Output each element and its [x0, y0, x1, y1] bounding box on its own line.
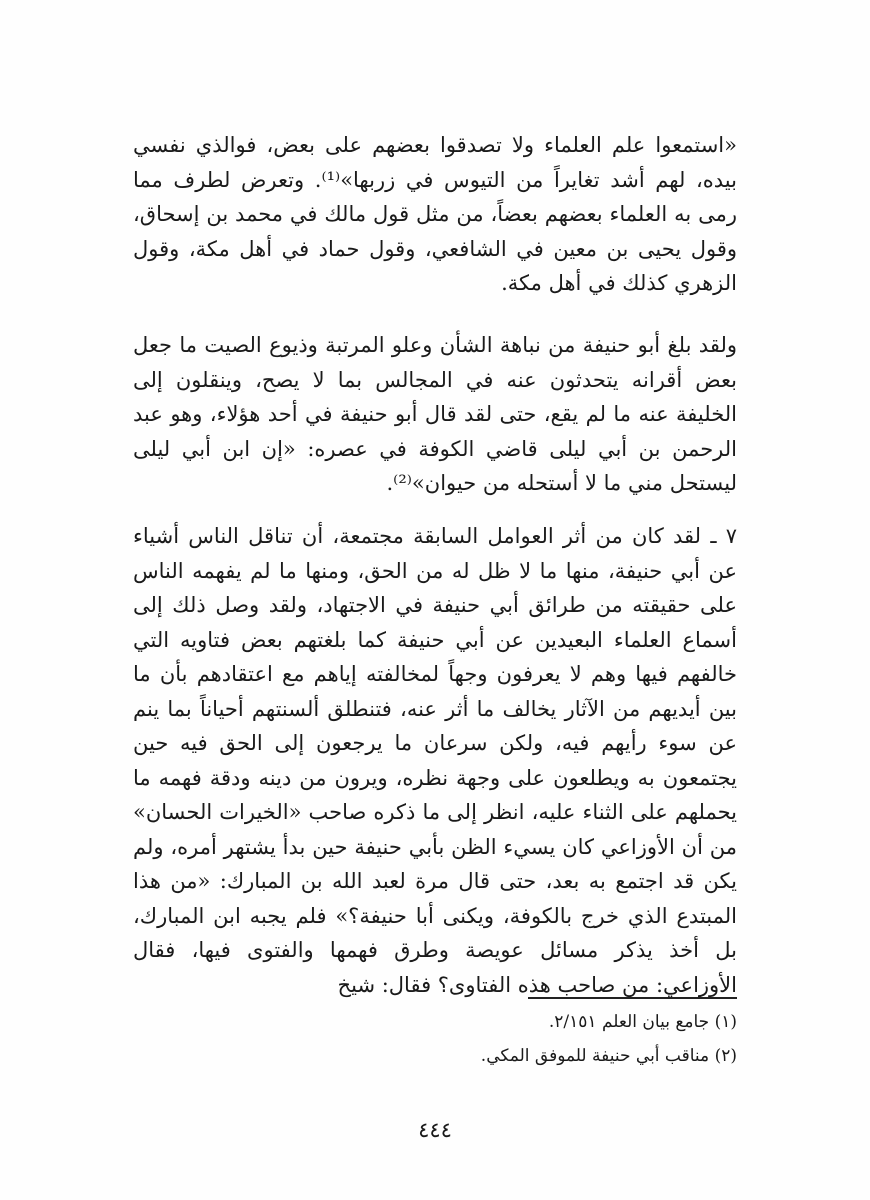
paragraph-3: ٧ ـ لقد كان من أثر العوامل السابقة مجتمعة، أن تناقل الناس أشياء عن أبي حنيفة، منها ما لا ظل له من الحق، ومنها ما لم يفهمه الناس على حقيقته من طرائق أبي حنيفة في الاجتهاد، ولقد وصل ذلك إلى أسماع العلماء البعيدين عن أبي حنيفة كما بلغتهم بعض فتاويه التي خالفهم فيها وهم لا يعرفون وجهاً لمخالفته إياهم مع اعتقادهم بأن ما بين أيديهم من الآثار يخالف ما أثر عنه، فتنطلق ألسنتهم أحياناً بما ينم عن سوء رأيهم فيه، ولكن سرعان ما يرجعون إلى الحق فيه حين يجتمعون به ويطلعون على وجهة نظره، ويرون من دينه ودقة فهمه ما يحملهم على الثناء عليه، انظر إلى ما ذكره صاحب «الخيرات الحسان» من أن الأوزاعي كان يسيء الظن بأبي حنيفة حين بدأ يشتهر أمره، ولم يكن قد اجتمع به بعد، حتى قال مرة لعبد الله بن المبارك: «من هذا المبتدع الذي خرج بالكوفة، ويكنى أبا حنيفة؟» فلم يجبه ابن المبارك، بل أخذ يذكر مسائل عويصة وطرق فهمها والفتوى فيها، فقال الأوزاعي: من صاحب هذه الفتاوى؟ فقال: شيخ	[133, 524, 737, 997]
paragraph-2: ولقد بلغ أبو حنيفة من نباهة الشأن وعلو المرتبة وذيوع الصيت ما جعل بعض أقرانه يتحدثون عنه في المجالس بما لا يصح، وينقلون إلى الخليفة عنه ما لم يقع، حتى لقد قال أبو حنيفة في أحد هؤلاء، وهو عبد الرحمن بن أبي ليلى قاضي الكوفة في عصره: «إن ابن أبي ليلى ليستحل مني ما لا أستحله من حيوان»⁽²⁾.	[133, 333, 737, 495]
footnote-2: (٢) مناقب أبي حنيفة للموفق المكي.	[480, 1046, 737, 1066]
page-number: ٤٤٤	[418, 1118, 452, 1142]
footnote-divider	[528, 997, 737, 999]
paragraph-1: «استمعوا علم العلماء ولا تصدقوا بعضهم على بعض، فوالذي نفسي بيده، لهم أشد تغايراً من التيوس في زربها»⁽¹⁾. وتعرض لطرف مما رمى به العلماء بعضهم بعضاً، من مثل قول مالك في محمد بن إسحاق، وقول يحيى بن معين في الشافعي، وقول حماد في أهل مكة، وقول الزهري كذلك في أهل مكة.	[133, 133, 737, 295]
footnote-1: (١) جامع بيان العلم ٢/١٥١.	[548, 1012, 737, 1032]
